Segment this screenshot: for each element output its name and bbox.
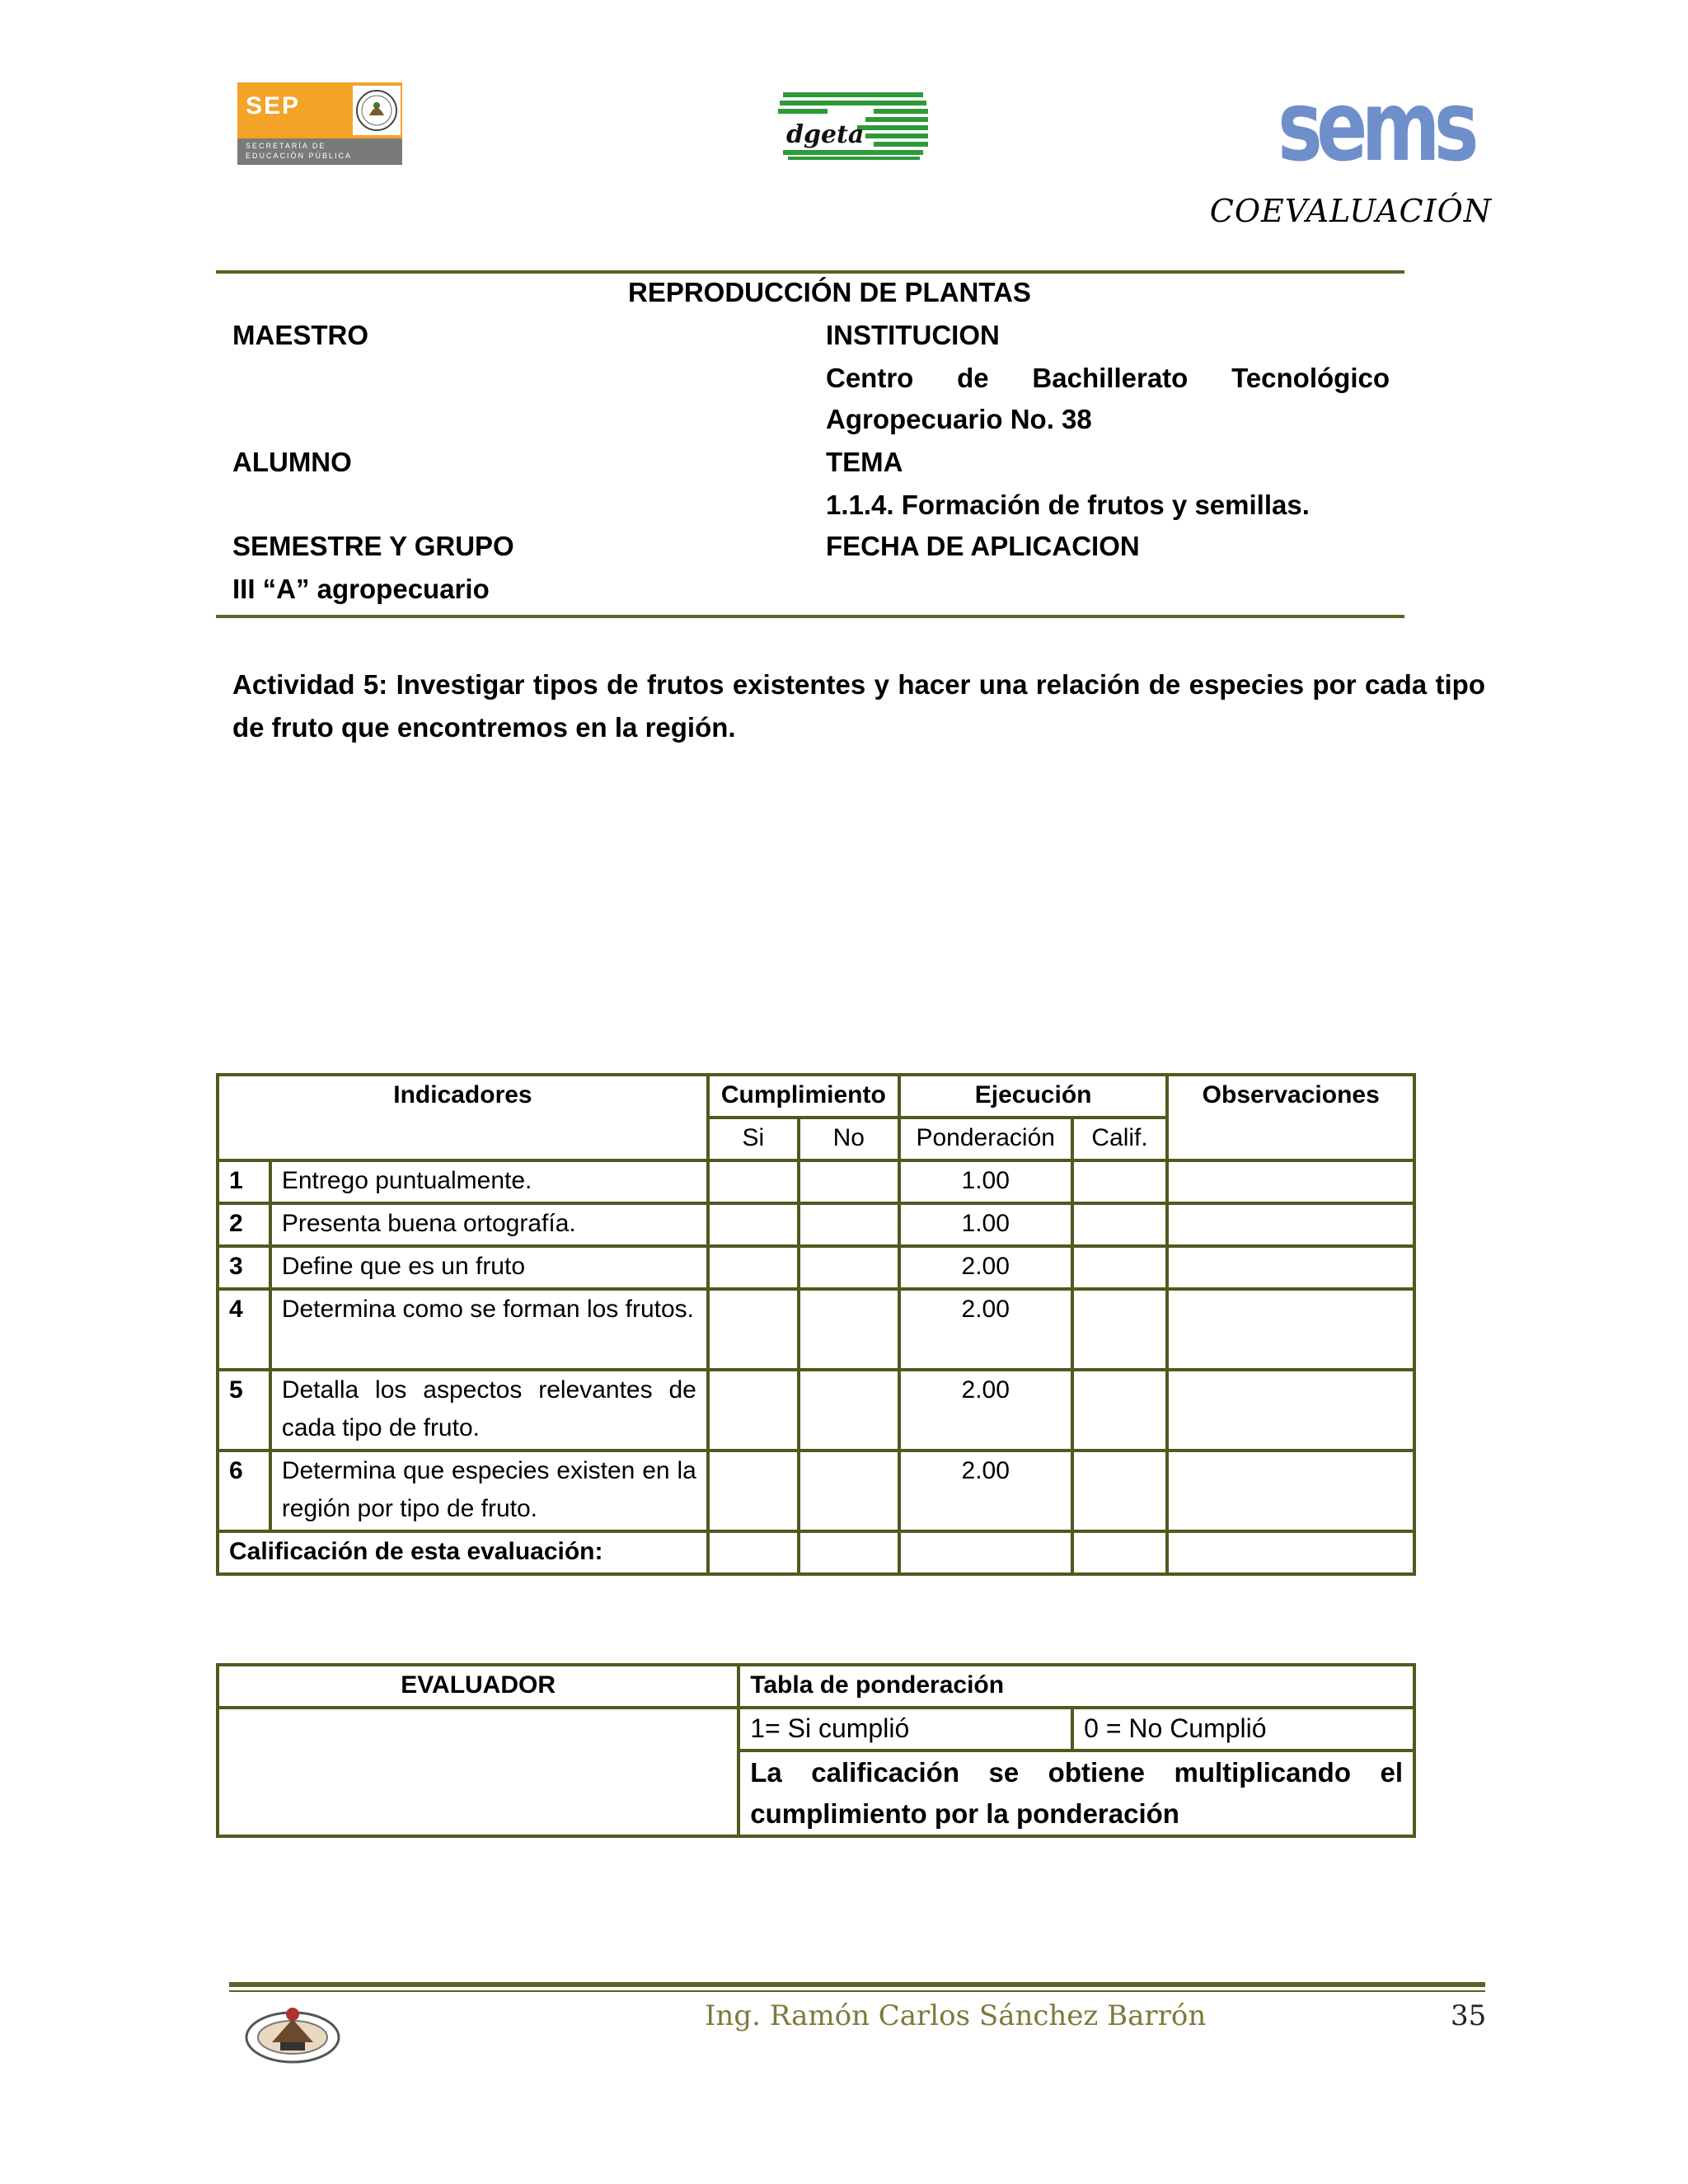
table-row — [218, 1451, 1414, 1531]
indicator-text: Determina que especies existen en la región por tipo de fruto. — [270, 1451, 708, 1531]
calif-cell[interactable] — [1072, 1289, 1168, 1370]
institucion-value-line1: Centro de Bachillerato Tecnológico — [826, 363, 1390, 393]
total-row — [218, 1531, 1414, 1574]
tabla-ponderacion-label: Tabla de ponderación — [738, 1665, 1414, 1708]
header-ejecucion: Ejecución — [899, 1075, 1168, 1118]
tema-label: TEMA — [826, 447, 903, 477]
observaciones-cell[interactable] — [1167, 1203, 1414, 1246]
institucion-value-line2: Agropecuario No. 38 — [826, 404, 1092, 434]
header-bottom-rule — [216, 615, 1404, 618]
observaciones-cell[interactable] — [1167, 1160, 1414, 1203]
alumno-label: ALUMNO — [232, 447, 352, 477]
ponderacion-value: 2.00 — [899, 1370, 1072, 1451]
si-cell[interactable] — [708, 1370, 799, 1451]
no-cumplio-label: 0 = No Cumplió — [1072, 1708, 1414, 1750]
row-number: 5 — [218, 1370, 270, 1451]
maestro-label: MAESTRO — [232, 320, 368, 350]
no-cell[interactable] — [799, 1203, 899, 1246]
indicator-text: Presenta buena ortografía. — [270, 1203, 708, 1246]
sems-logo-text: sems — [1278, 69, 1473, 183]
sep-logo-subtitle-band — [237, 138, 402, 165]
no-cell[interactable] — [799, 1370, 899, 1451]
ponderacion-value: 2.00 — [899, 1289, 1072, 1370]
row-number: 3 — [218, 1246, 270, 1289]
ponderacion-value: 2.00 — [899, 1246, 1072, 1289]
si-cumplio-label: 1= Si cumplió — [738, 1708, 1072, 1750]
rubric-table — [216, 1073, 1416, 1576]
fecha-label: FECHA DE APLICACION — [826, 531, 1140, 561]
indicator-text: Determina como se forman los frutos. — [270, 1289, 708, 1370]
indicator-text: Entrego puntualmente. — [270, 1160, 708, 1203]
evaluador-label: EVALUADOR — [218, 1665, 738, 1708]
calif-cell[interactable] — [1072, 1160, 1168, 1203]
sep-logo-text: SEP — [246, 92, 301, 120]
header-ponderacion: Ponderación — [899, 1118, 1072, 1160]
si-cell[interactable] — [708, 1451, 799, 1531]
semestre-label: SEMESTRE Y GRUPO — [232, 531, 514, 561]
no-cell[interactable] — [799, 1160, 899, 1203]
dgeta-logo-text: dgeta — [786, 120, 865, 149]
evaluator-table — [216, 1663, 1416, 1838]
calif-cell[interactable] — [1072, 1370, 1168, 1451]
row-number: 6 — [218, 1451, 270, 1531]
header-calif: Calif. — [1072, 1118, 1168, 1160]
sep-logo-band — [237, 82, 402, 138]
tema-value: 1.1.4. Formación de frutos y semillas. — [826, 490, 1310, 520]
si-cell[interactable] — [708, 1246, 799, 1289]
indicator-text: Define que es un fruto — [270, 1246, 708, 1289]
page-number: 35 — [1451, 1999, 1487, 2032]
semestre-value: III “A” agropecuario — [232, 574, 490, 604]
header-cumplimiento: Cumplimiento — [708, 1075, 899, 1118]
observaciones-cell[interactable] — [1167, 1289, 1414, 1370]
header-si: Si — [708, 1118, 799, 1160]
total-label: Calificación de esta evaluación: — [218, 1531, 708, 1574]
ponderacion-value: 1.00 — [899, 1203, 1072, 1246]
total-si-cell[interactable] — [708, 1531, 799, 1574]
footer-rule — [229, 1982, 1485, 1987]
header-no: No — [799, 1118, 899, 1160]
footer-author: Ing. Ramón Carlos Sánchez Barrón — [705, 1999, 1207, 2032]
row-number: 2 — [218, 1203, 270, 1246]
total-ponderacion-cell[interactable] — [899, 1531, 1072, 1574]
sems-logo — [1278, 69, 1473, 183]
ponderacion-value: 2.00 — [899, 1451, 1072, 1531]
table-row — [218, 1203, 1414, 1246]
institucion-label: INSTITUCION — [826, 320, 1000, 350]
calif-cell[interactable] — [1072, 1246, 1168, 1289]
ponderacion-value: 1.00 — [899, 1160, 1072, 1203]
si-cell[interactable] — [708, 1289, 799, 1370]
si-cell[interactable] — [708, 1160, 799, 1203]
observaciones-cell[interactable] — [1167, 1451, 1414, 1531]
sep-logo — [237, 82, 402, 165]
mexican-seal-icon — [353, 86, 401, 135]
table-row — [218, 1289, 1414, 1370]
subject-title: REPRODUCCIÓN DE PLANTAS — [628, 277, 1031, 307]
total-calif-cell[interactable] — [1072, 1531, 1168, 1574]
row-number: 4 — [218, 1289, 270, 1370]
si-cell[interactable] — [708, 1203, 799, 1246]
evaluador-cell[interactable] — [218, 1708, 738, 1836]
school-crest-icon — [239, 2001, 346, 2069]
sep-subtitle-line2: EDUCACIÓN PÚBLICA — [246, 152, 353, 160]
total-no-cell[interactable] — [799, 1531, 899, 1574]
table-row — [218, 1246, 1414, 1289]
dgeta-logo — [775, 87, 931, 163]
no-cell[interactable] — [799, 1451, 899, 1531]
indicator-text: Detalla los aspectos relevantes de cada tipo de fruto. — [270, 1370, 708, 1451]
observaciones-cell[interactable] — [1167, 1370, 1414, 1451]
header-indicadores: Indicadores — [218, 1075, 708, 1160]
table-row — [218, 1160, 1414, 1203]
footer-rule-thin — [229, 1990, 1485, 1992]
observaciones-cell[interactable] — [1167, 1246, 1414, 1289]
total-observaciones-cell[interactable] — [1167, 1531, 1414, 1574]
header-top-rule — [216, 270, 1404, 274]
no-cell[interactable] — [799, 1289, 899, 1370]
document-type-title: COEVALUACIÓN — [1209, 193, 1492, 229]
calculation-note: La calificación se obtiene multiplicando el cumplimiento por la ponderación — [738, 1750, 1414, 1836]
calif-cell[interactable] — [1072, 1451, 1168, 1531]
activity-text: Actividad 5: Investigar tipos de frutos existentes y hacer una relación de especies por cada tipo de fruto que encontremos en la región. — [232, 669, 1485, 743]
table-row — [218, 1370, 1414, 1451]
sep-subtitle-line1: SECRETARÍA DE — [246, 142, 326, 150]
calif-cell[interactable] — [1072, 1203, 1168, 1246]
header-observaciones: Observaciones — [1167, 1075, 1414, 1160]
row-number: 1 — [218, 1160, 270, 1203]
no-cell[interactable] — [799, 1246, 899, 1289]
